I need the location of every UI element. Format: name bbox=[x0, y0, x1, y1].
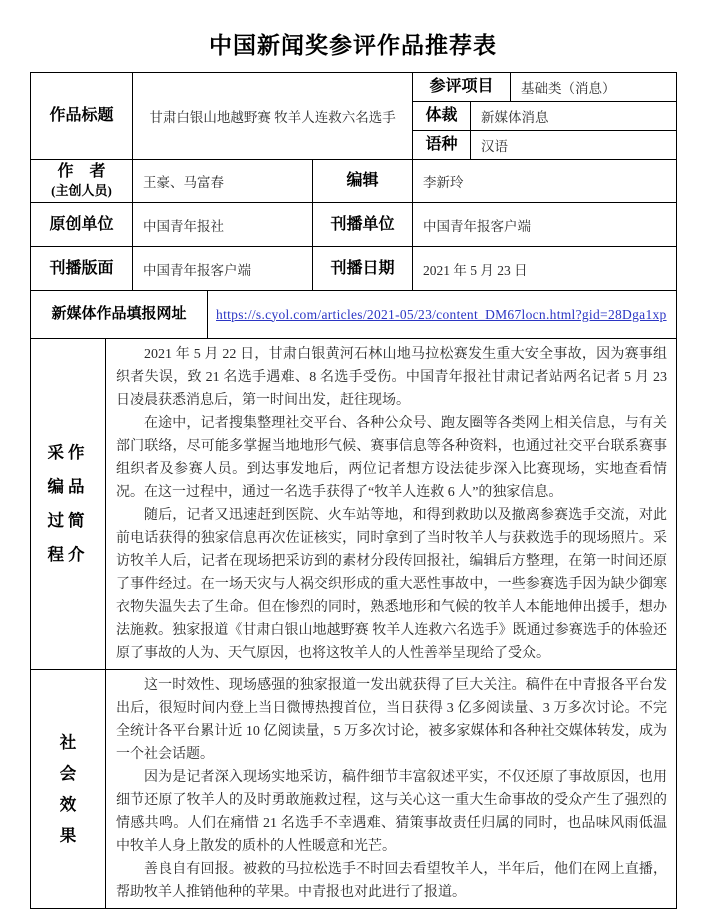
report-url-label: 新媒体作品填报网址 bbox=[31, 291, 208, 339]
language-value: 汉语 bbox=[471, 131, 677, 160]
publish-page-label: 刊播版面 bbox=[31, 247, 133, 291]
process-label-line-4: 程介 bbox=[47, 545, 89, 564]
process-label-line-2: 编品 bbox=[47, 477, 89, 496]
effect-paragraph: 善良自有回报。被救的马拉松选手不时回去看望牧羊人，半年后，他们在网上直播，帮助牧羊人推销他种的苹果。中青报也对此进行了报道。 bbox=[116, 862, 668, 900]
effect-paragraph: 这一时效性、现场感强的独家报道一发出就获得了巨大关注。稿件在中青报各平台发出后，很短时间内登上当日微博热搜首位，当日获得 3 亿多阅读量、3 万多次讨论。不完全统计各平台累计近 10 亿阅读量，5 万多次讨论，被多家媒体和各种社交媒体转发，成为一个社会话题。 bbox=[116, 678, 668, 762]
effect-label-line-3: 效 bbox=[59, 795, 77, 814]
publish-unit-value: 中国青年报客户端 bbox=[413, 203, 677, 247]
process-section-body bbox=[106, 339, 677, 670]
publish-date-value: 2021 年 5 月 23 日 bbox=[413, 247, 677, 291]
editor-label: 编辑 bbox=[313, 160, 413, 203]
publish-page-value: 中国青年报客户端 bbox=[133, 247, 313, 291]
effect-label-line-2: 会 bbox=[59, 764, 77, 783]
report-url-link[interactable]: https://s.cyol.com/articles/2021-05/23/content_DM67locn.html?gid=28Dga1xp bbox=[216, 306, 667, 322]
editor-value: 李新玲 bbox=[413, 160, 677, 203]
original-unit-value: 中国青年报社 bbox=[133, 203, 313, 247]
process-section-label bbox=[31, 339, 106, 670]
effect-label-line-1: 社 bbox=[59, 733, 77, 752]
process-paragraph: 随后，记者又迅速赶到医院、火车站等地，和得到救助以及撤离参赛选手交流，对此前电话获得的独家信息再次佐证核实，同时拿到了当时牧羊人与获救选手的现场照片。采访牧羊人后，记者在现场把采访到的素材分段传回报社，编辑后方整理，在第一时间还原了事件经过。在一场天灾与人祸交织形成的重大恶性事故中，一些参赛选手因为缺少御寒衣物失温失去了生命。但在惨烈的同时，熟悉地形和气候的牧羊人本能地伸出援手，想办法施救。独家报道《甘肃白银山地越野赛 牧羊人连救六名选手》既通过参赛选手的体验还原了事故的人为、天气原因，也将这牧羊人的人性善举呈现给了受众。 bbox=[116, 508, 668, 661]
author-label bbox=[31, 160, 133, 203]
work-title-value: 甘肃白银山地越野赛 牧羊人连救六名选手 bbox=[133, 73, 413, 160]
language-label: 语种 bbox=[413, 131, 471, 160]
entry-item-value: 基础类（消息） bbox=[511, 73, 677, 102]
author-value: 王豪、马富春 bbox=[133, 160, 313, 203]
publish-date-label: 刊播日期 bbox=[313, 247, 413, 291]
report-url-cell bbox=[208, 291, 677, 339]
effect-section-body bbox=[106, 670, 677, 909]
genre-value: 新媒体消息 bbox=[471, 102, 677, 131]
effect-label-line-4: 果 bbox=[59, 826, 77, 845]
process-label-line-3: 过简 bbox=[47, 511, 89, 530]
process-paragraph: 2021 年 5 月 22 日，甘肃白银黄河石林山地马拉松赛发生重大安全事故，因为赛事组织者失误，致 21 名选手遇难、8 名选手受伤。中国青年报社甘肃记者站两名记者 5 月 23 日凌晨获悉消息后，第一时间出发，赶往现场。 bbox=[116, 347, 668, 408]
work-title-label: 作品标题 bbox=[31, 73, 133, 160]
page-title: 中国新闻奖参评作品推荐表 bbox=[209, 33, 497, 58]
effect-paragraph: 因为是记者深入现场实地采访，稿件细节丰富叙述平实，不仅还原了事故原因，也用细节还原了牧羊人的及时勇敢施救过程，这与关心这一重大生命事故的受众产生了强烈的情感共鸣。人们在痛惜 21 名选手不幸遇难、猜策事故责任归属的同时，也品味风雨低温中牧羊人身上散发的质朴的人性暖意和光芒。 bbox=[116, 770, 668, 854]
process-label-line-1: 采作 bbox=[47, 443, 89, 462]
process-paragraph: 在途中，记者搜集整理社交平台、各种公众号、跑友圈等各类网上相关信息，与有关部门联络，尽可能多掌握当地地形气候、赛事信息等各种资料，也通过社交平台联系赛事组织者及参赛人员。到达事发地后，两位记者想方设法徒步深入比赛现场，实地查看情况。在这一过程中，通过一名选手获得了“牧羊人连救 6 人”的独家信息。 bbox=[116, 416, 668, 500]
author-label-main: 作 者 bbox=[57, 163, 106, 181]
publish-unit-label: 刊播单位 bbox=[313, 203, 413, 247]
original-unit-label: 原创单位 bbox=[31, 203, 133, 247]
recommendation-table bbox=[30, 72, 677, 909]
entry-item-label: 参评项目 bbox=[413, 73, 511, 102]
effect-section-label bbox=[31, 670, 106, 909]
genre-label: 体裁 bbox=[413, 102, 471, 131]
author-label-sub: (主创人员) bbox=[51, 183, 112, 199]
